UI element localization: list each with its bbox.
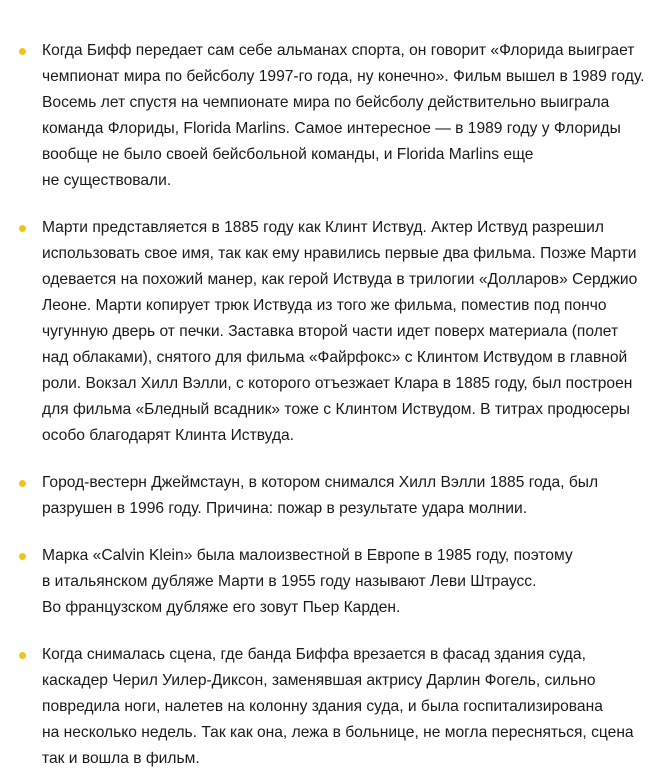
fact-line: Марка «Calvin Klein» была малоизвестной в Европе в 1985 году, поэтому (42, 547, 573, 564)
fact-line: разрушен в 1996 году. Причина: пожар в результате удара молнии. (42, 500, 528, 517)
fact-line: на несколько недель. Так как она, лежа в больнице, не могла пересняться, сцена (42, 724, 634, 741)
fact-text (42, 470, 661, 522)
bullet-dot-icon (19, 480, 26, 487)
fact-line: особо благодарят Клинта Иствуда. (42, 427, 295, 444)
bullet-dot-icon (19, 48, 26, 55)
bullet-dot-icon (19, 225, 26, 232)
fact-text (42, 642, 661, 772)
fact-line: использовать свое имя, так как ему нравились первые два фильма. Позже Марти (42, 245, 637, 262)
fact-line: вообще не было своей бейсбольной команды, и Florida Marlins еще (42, 146, 534, 163)
bullet-dot-icon (19, 553, 26, 560)
fact-item (0, 38, 669, 194)
fact-line: не существовали. (42, 172, 172, 189)
fact-line: над облаками), снятого для фильма «Файрфокс» с Клинтом Иствудом в главной (42, 349, 628, 366)
fact-line: Во французском дубляже его зовут Пьер Карден. (42, 599, 401, 616)
fact-line: в итальянском дубляже Марти в 1955 году называют Леви Штраусс. (42, 573, 537, 590)
fact-item (0, 642, 669, 772)
fact-line: Город-вестерн Джеймстаун, в котором снимался Хилл Вэлли 1885 года, был (42, 474, 599, 491)
fact-line: каскадер Черил Уилер-Диксон, заменявшая актрису Дарлин Фогель, сильно (42, 672, 596, 689)
fact-line: так и вошла в фильм. (42, 750, 200, 767)
fact-item (0, 215, 669, 449)
fact-line: Когда Бифф передает сам себе альманах спорта, он говорит «Флорида выиграет (42, 42, 635, 59)
fact-line: Леоне. Марти копирует трюк Иствуда из того же фильма, поместив под пончо (42, 297, 607, 314)
fact-line: команда Флориды, Florida Marlins. Самое интересное — в 1989 году у Флориды (42, 120, 621, 137)
fact-line: одевается на похожий манер, как герой Иствуда в трилогии «Долларов» Серджио (42, 271, 638, 288)
bullet-dot-icon (19, 652, 26, 659)
fact-text (42, 543, 661, 621)
fact-line: для фильма «Бледный всадник» тоже с Клинтом Иствудом. В титрах продюсеры (42, 401, 630, 418)
fact-line: Марти представляется в 1885 году как Клинт Иствуд. Актер Иствуд разрешил (42, 219, 604, 236)
fact-item (0, 470, 669, 522)
fact-line: чугунную дверь от печки. Заставка второй части идет поверх материала (полет (42, 323, 619, 340)
fact-item (0, 543, 669, 621)
fact-line: повредила ноги, налетев на колонну здания суда, и была госпитализирована (42, 698, 603, 715)
fact-text (42, 215, 661, 449)
fact-line: Восемь лет спустя на чемпионате мира по бейсболу действительно выиграла (42, 94, 610, 111)
fact-line: роли. Вокзал Хилл Вэлли, с которого отъезжает Клара в 1885 году, был построен (42, 375, 633, 392)
fact-line: чемпионат мира по бейсболу 1997-го года, ну конечно». Фильм вышел в 1989 году. (42, 68, 645, 85)
fact-text (42, 38, 661, 194)
fact-line: Когда снималась сцена, где банда Биффа врезается в фасад здания суда, (42, 646, 586, 663)
